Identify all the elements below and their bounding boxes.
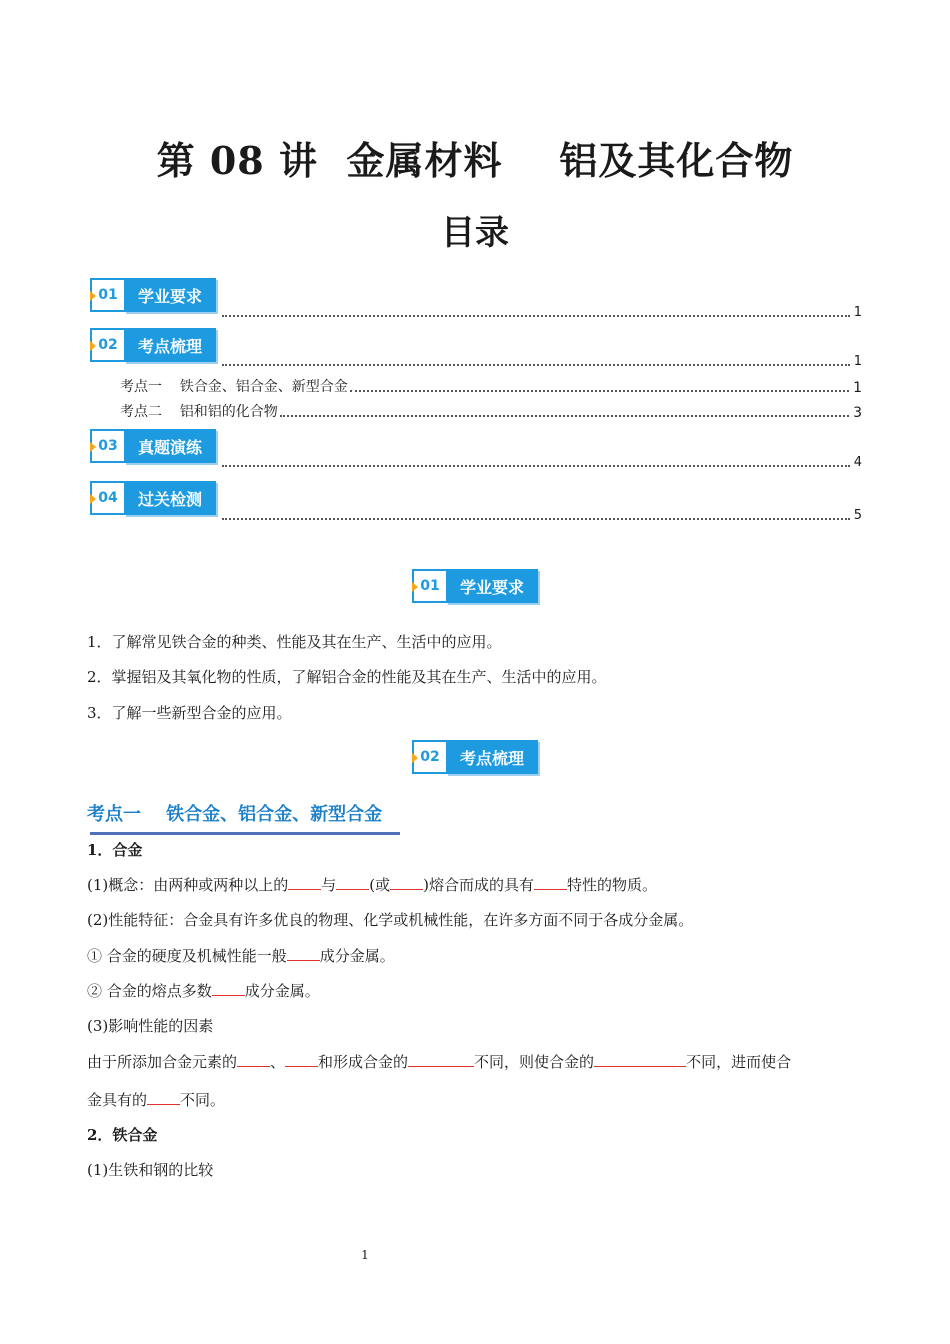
toc-line-4[interactable] bbox=[222, 507, 862, 523]
badge-label: 学业要求 bbox=[124, 278, 216, 312]
badge-label: 考点梳理 bbox=[124, 328, 216, 362]
text-segment: 不同，则使合金的 bbox=[474, 1053, 595, 1071]
toc-leader bbox=[222, 364, 850, 366]
toc-line-3[interactable] bbox=[222, 454, 862, 470]
toc-badge-4[interactable] bbox=[90, 481, 216, 515]
fill-blank[interactable] bbox=[237, 1052, 270, 1067]
fill-blank[interactable] bbox=[390, 875, 423, 890]
section-badge-key-points bbox=[412, 740, 538, 774]
text-segment: 不同。 bbox=[180, 1091, 226, 1109]
factors-heading: (3)影响性能的因素 bbox=[87, 1017, 214, 1035]
toc-sub-label: 考点一 铁合金、铝合金、新型合金 bbox=[120, 379, 348, 395]
text-segment: 与 bbox=[321, 876, 337, 894]
toc-leader bbox=[280, 415, 849, 417]
text-segment: )熔合而成的具有 bbox=[423, 876, 534, 894]
fill-blank[interactable] bbox=[285, 1052, 318, 1067]
badge-label: 考点梳理 bbox=[446, 740, 538, 774]
fill-blank[interactable] bbox=[287, 946, 320, 961]
toc-sub-entry-1[interactable] bbox=[120, 376, 862, 396]
badge-label: 过关检测 bbox=[124, 481, 216, 515]
text-segment: 不同，进而使合 bbox=[686, 1053, 792, 1071]
alloy-concept-line bbox=[87, 874, 657, 895]
text-segment: 金具有的 bbox=[87, 1091, 148, 1109]
badge-number: 01 bbox=[90, 278, 124, 312]
badge-number: 02 bbox=[90, 328, 124, 362]
page-title: 第 08 讲 金属材料 铝及其化合物 bbox=[156, 138, 794, 183]
requirement-item-3: 3．了解一些新型合金的应用。 bbox=[87, 704, 292, 722]
toc-sub-entry-2[interactable] bbox=[120, 401, 862, 421]
requirement-item-2: 2．掌握铝及其氧化物的性质，了解铝合金的性能及其在生产、生活中的应用。 bbox=[87, 668, 607, 686]
toc-leader bbox=[222, 518, 850, 520]
toc-line-2[interactable] bbox=[222, 353, 862, 369]
toc-heading: 目录 bbox=[441, 213, 509, 253]
alloy-melting-point-line bbox=[87, 980, 320, 1001]
fill-blank[interactable] bbox=[408, 1052, 474, 1067]
text-segment: (1)概念：由两种或两种以上的 bbox=[87, 876, 289, 894]
text-segment: 成分金属。 bbox=[319, 947, 395, 965]
heading-alloy: 1．合金 bbox=[87, 841, 143, 859]
topic-underline bbox=[90, 832, 400, 835]
toc-page-number: 1 bbox=[853, 380, 862, 396]
toc-badge-3[interactable] bbox=[90, 429, 216, 463]
fill-blank[interactable] bbox=[534, 875, 567, 890]
badge-label: 学业要求 bbox=[446, 569, 538, 603]
badge-label: 真题演练 bbox=[124, 429, 216, 463]
badge-number: 02 bbox=[412, 740, 446, 774]
fill-blank[interactable] bbox=[288, 875, 321, 890]
heading-iron-alloy: 2．铁合金 bbox=[87, 1126, 158, 1144]
text-segment: 、 bbox=[270, 1053, 286, 1071]
topic-title: 考点一 铁合金、铝合金、新型合金 bbox=[87, 804, 383, 825]
badge-number: 04 bbox=[90, 481, 124, 515]
requirement-item-1: 1．了解常见铁合金的种类、性能及其在生产、生活中的应用。 bbox=[87, 633, 502, 651]
text-segment: 由于所添加合金元素的 bbox=[87, 1053, 238, 1071]
text-segment: (或 bbox=[369, 876, 391, 894]
fill-blank[interactable] bbox=[336, 875, 369, 890]
toc-page-number: 5 bbox=[853, 508, 862, 523]
factors-line-1 bbox=[87, 1051, 791, 1072]
page-number: 1 bbox=[361, 1248, 369, 1262]
toc-line-1[interactable] bbox=[222, 304, 862, 320]
toc-leader bbox=[222, 465, 850, 467]
fill-blank[interactable] bbox=[594, 1052, 686, 1067]
alloy-property-line: (2)性能特征：合金具有许多优良的物理、化学或机械性能，在许多方面不同于各成分金属。 bbox=[87, 911, 694, 929]
text-segment: 成分金属。 bbox=[244, 982, 320, 1000]
toc-badge-1[interactable] bbox=[90, 278, 216, 312]
toc-page-number: 1 bbox=[853, 305, 862, 320]
badge-number: 01 bbox=[412, 569, 446, 603]
text-segment: 特性的物质。 bbox=[566, 876, 657, 894]
text-segment: ② 合金的熔点多数 bbox=[87, 982, 212, 1000]
badge-number: 03 bbox=[90, 429, 124, 463]
fill-blank[interactable] bbox=[212, 981, 245, 996]
toc-page-number: 3 bbox=[853, 405, 862, 421]
toc-badge-2[interactable] bbox=[90, 328, 216, 362]
toc-page-number: 1 bbox=[853, 354, 862, 369]
text-segment: ① 合金的硬度及机械性能一般 bbox=[87, 947, 287, 965]
fill-blank[interactable] bbox=[147, 1090, 180, 1105]
toc-page-number: 4 bbox=[853, 455, 862, 470]
toc-leader bbox=[350, 390, 849, 392]
alloy-hardness-line bbox=[87, 945, 395, 966]
pig-iron-steel-comparison: (1)生铁和钢的比较 bbox=[87, 1161, 214, 1179]
toc-sub-label: 考点二 铝和铝的化合物 bbox=[120, 404, 278, 420]
section-badge-study-requirements bbox=[412, 569, 538, 603]
text-segment: 和形成合金的 bbox=[318, 1053, 409, 1071]
factors-line-2 bbox=[87, 1089, 225, 1110]
toc-leader bbox=[222, 315, 850, 317]
